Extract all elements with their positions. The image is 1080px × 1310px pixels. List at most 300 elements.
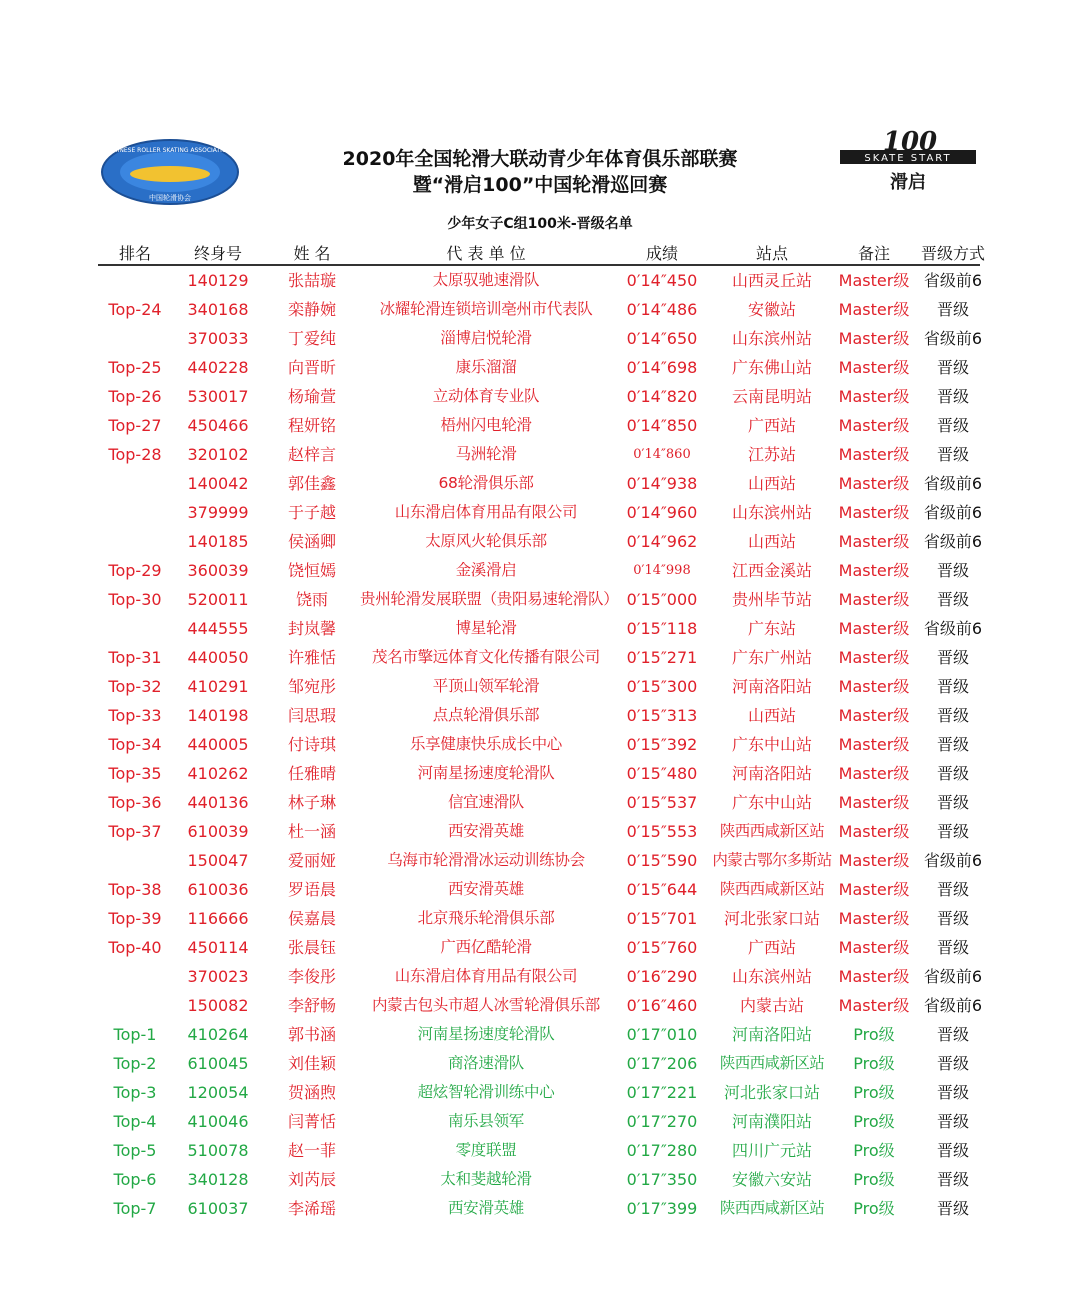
cell-time: 0′15″313 [626,706,698,725]
cell-mode: 省级前6 [923,967,983,986]
cell-site: 贵州毕节站 [731,590,812,609]
table-row [98,1194,980,1223]
cell-grade: Master级 [838,590,910,609]
table-row [98,324,983,353]
cell-time: 0′15″392 [626,735,698,754]
cell-rank: Top-40 [108,938,162,957]
cell-time: 0′16″460 [626,996,698,1015]
cell-id: 510078 [187,1141,249,1160]
cell-unit: 北京飛乐轮滑俱乐部 [417,909,555,927]
table-row [98,1049,980,1078]
cell-mode: 晋级 [936,822,969,841]
cell-mode: 晋级 [936,1025,969,1044]
cell-mode: 晋级 [936,1141,969,1160]
cell-unit: 山东滑启体育用品有限公司 [394,503,578,521]
cell-unit: 68轮滑俱乐部 [438,474,534,492]
cell-mode: 晋级 [936,764,969,783]
cell-site: 广东佛山站 [731,358,812,377]
cell-unit: 太原驭驰速滑队 [432,271,540,289]
cell-unit: 乐享健康快乐成长中心 [409,735,562,753]
cell-id: 610039 [187,822,249,841]
cell-name: 于子越 [287,503,336,522]
cell-grade: Master级 [838,329,910,348]
cell-time: 0′14″998 [633,563,691,578]
cell-mode: 省级前6 [923,474,983,493]
cell-id: 440005 [187,735,249,754]
cell-time: 0′15″118 [626,619,698,638]
cell-time: 0′17″206 [626,1054,698,1073]
cell-name: 郭书涵 [287,1025,336,1044]
table-row [98,788,980,817]
cell-rank: Top-39 [108,909,162,928]
cell-mode: 晋级 [936,648,969,667]
cell-mode: 省级前6 [923,996,983,1015]
cell-grade: Pro级 [853,1112,895,1131]
cell-unit: 冰耀轮滑连锁培训亳州市代表队 [379,300,593,318]
cell-time: 0′14″820 [626,387,698,406]
cell-site: 广西站 [747,938,796,957]
cell-time: 0′15″271 [626,648,698,667]
cell-site: 陕西西咸新区站 [719,880,825,898]
cell-name: 郭佳鑫 [287,474,336,493]
crsa-logo-text: CHINESE ROLLER SKATING ASSOCIATION [108,147,232,154]
cell-rank: Top-32 [108,677,162,696]
cell-grade: Pro级 [853,1170,895,1189]
cell-grade: Pro级 [853,1083,895,1102]
cell-grade: Pro级 [853,1141,895,1160]
cell-id: 379999 [187,503,249,522]
cell-time: 0′14″962 [626,532,698,551]
cell-mode: 晋级 [936,938,969,957]
cell-id: 444555 [187,619,249,638]
table-row [98,991,983,1020]
cell-id: 450466 [187,416,249,435]
table-row [98,904,980,933]
cell-time: 0′14″938 [626,474,698,493]
cell-time: 0′14″698 [626,358,698,377]
cell-site: 江西金溪站 [731,561,812,580]
header-time: 成绩 [645,244,678,263]
cell-id: 370033 [187,329,249,348]
table-row [98,701,980,730]
table-row [98,643,980,672]
cell-unit: 超炫智轮滑训练中心 [417,1083,555,1101]
cell-id: 610037 [187,1199,249,1218]
cell-id: 150047 [187,851,249,870]
table-row [98,1136,980,1165]
table-row [98,556,980,585]
cell-name: 李浠瑶 [287,1199,336,1218]
cell-name: 侯涵卿 [287,532,336,551]
table-row [98,817,980,846]
cell-grade: Master级 [838,706,910,725]
table-row [98,962,983,991]
cell-name: 封岚馨 [287,619,336,638]
cell-site: 山西站 [747,474,796,493]
table-row [98,411,980,440]
cell-site: 山西站 [747,706,796,725]
cell-unit: 太原风火轮俱乐部 [425,532,547,550]
cell-unit: 西安滑英雄 [447,880,524,898]
cell-rank: Top-31 [108,648,162,667]
cell-mode: 晋级 [936,1170,969,1189]
cell-grade: Pro级 [853,1199,895,1218]
cell-rank: Top-28 [108,445,162,464]
cell-mode: 省级前6 [923,851,983,870]
table-row [98,295,980,324]
cell-id: 450114 [187,938,249,957]
table-row [98,759,980,788]
cell-rank: Top-29 [108,561,162,580]
cell-name: 李俊彤 [287,967,336,986]
skate-start-text: SKATE START [864,153,952,164]
cell-grade: Master级 [838,648,910,667]
cell-grade: Master级 [838,387,910,406]
cell-rank: Top-2 [113,1054,157,1073]
cell-grade: Master级 [838,474,910,493]
cell-grade: Master级 [838,880,910,899]
cell-id: 150082 [187,996,249,1015]
cell-time: 0′15″000 [626,590,698,609]
cell-time: 0′16″290 [626,967,698,986]
cell-grade: Master级 [838,358,910,377]
cell-rank: Top-37 [108,822,162,841]
cell-grade: Master级 [838,822,910,841]
cell-site: 陕西西咸新区站 [719,1199,825,1217]
cell-name: 许雅恬 [287,648,336,667]
cell-id: 116666 [187,909,249,928]
cell-mode: 晋级 [936,1083,969,1102]
cell-site: 河南洛阳站 [731,1025,812,1044]
cell-name: 程妍铭 [287,416,336,435]
cell-unit: 南乐县领军 [447,1112,524,1130]
cell-site: 广东中山站 [731,793,812,812]
cell-mode: 晋级 [936,590,969,609]
cell-grade: Master级 [838,619,910,638]
cell-time: 0′14″850 [626,416,698,435]
cell-mode: 晋级 [936,1199,969,1218]
cell-grade: Master级 [838,851,910,870]
cell-unit: 乌海市轮滑滑冰运动训练协会 [387,851,585,869]
table-row [98,585,980,614]
cell-name: 林子琳 [287,793,336,812]
cell-name: 赵梓言 [287,445,336,464]
header-unit: 代 表 单 位 [446,244,526,263]
table-row [98,1020,980,1049]
cell-name: 爱丽娅 [287,851,336,870]
cell-name: 栾静婉 [287,300,336,319]
cell-unit: 零度联盟 [455,1141,517,1159]
cell-name: 罗语晨 [287,880,336,899]
skate-start-num: 100 [882,128,938,157]
cell-id: 120054 [187,1083,249,1102]
cell-id: 520011 [187,590,249,609]
cell-unit: 内蒙古包头市超人冰雪轮滑俱乐部 [371,996,600,1014]
cell-rank: Top-34 [108,735,162,754]
header-name: 姓 名 [293,244,331,263]
cell-unit: 广西亿酷轮滑 [440,938,532,956]
page-title-line2: 暨“滑启100”中国轮滑巡回赛 [412,174,668,196]
cell-site: 陕西西咸新区站 [719,1054,825,1072]
cell-name: 张晨钰 [287,938,336,957]
table-row [98,875,980,904]
cell-id: 410262 [187,764,249,783]
cell-rank: Top-5 [113,1141,157,1160]
cell-rank: Top-35 [108,764,162,783]
cell-grade: Master级 [838,735,910,754]
cell-grade: Master级 [838,909,910,928]
table-row [98,527,983,556]
cell-time: 0′15″300 [626,677,698,696]
cell-id: 440050 [187,648,249,667]
cell-grade: Master级 [838,967,910,986]
cell-site: 山东滨州站 [731,503,812,522]
cell-site: 广东站 [747,619,796,638]
skate-start-cn: 滑启 [890,172,926,193]
cell-unit: 西安滑英雄 [447,822,524,840]
cell-name: 张喆璇 [287,271,336,290]
cell-time: 0′14″650 [626,329,698,348]
cell-id: 410046 [187,1112,249,1131]
table-row [98,266,983,295]
cell-site: 陕西西咸新区站 [719,822,825,840]
cell-id: 140129 [187,271,249,290]
cell-time: 0′14″486 [626,300,698,319]
cell-time: 0′17″221 [626,1083,698,1102]
cell-id: 440228 [187,358,249,377]
table-row [98,382,980,411]
cell-name: 饶雨 [295,590,328,609]
cell-mode: 晋级 [936,735,969,754]
table-row [98,498,983,527]
cell-site: 河北张家口站 [723,909,820,928]
crsa-logo [100,138,240,206]
cell-mode: 晋级 [936,793,969,812]
cell-rank: Top-6 [113,1170,157,1189]
page-title-line1: 2020年全国轮滑大联动青少年体育俱乐部联赛 [342,148,738,170]
cell-mode: 晋级 [936,909,969,928]
cell-unit: 马洲轮滑 [455,445,517,463]
cell-time: 0′17″399 [626,1199,698,1218]
cell-grade: Master级 [838,677,910,696]
header-mode: 晋级方式 [920,244,985,263]
cell-time: 0′15″480 [626,764,698,783]
cell-rank: Top-25 [108,358,162,377]
title-block [250,146,830,198]
cell-id: 140198 [187,706,249,725]
cell-unit: 梧州闪电轮滑 [440,416,532,434]
cell-time: 0′17″010 [626,1025,698,1044]
cell-time: 0′15″537 [626,793,698,812]
cell-name: 杜一涵 [287,822,336,841]
cell-unit: 金溪滑启 [455,561,517,579]
cell-rank: Top-36 [108,793,162,812]
cell-grade: Master级 [838,938,910,957]
header-site: 站点 [755,244,788,263]
cell-mode: 晋级 [936,358,969,377]
table-row [98,1165,980,1194]
cell-time: 0′15″760 [626,938,698,957]
cell-name: 付诗琪 [287,735,336,754]
cell-rank: Top-27 [108,416,162,435]
cell-unit: 西安滑英雄 [447,1199,524,1217]
cell-unit: 立动体育专业队 [432,387,540,405]
cell-site: 山西灵丘站 [731,271,812,290]
cell-unit: 河南星扬速度轮滑队 [417,1025,555,1043]
cell-grade: Master级 [838,416,910,435]
cell-grade: Master级 [838,996,910,1015]
cell-grade: Pro级 [853,1025,895,1044]
cell-site: 河南洛阳站 [731,677,812,696]
cell-rank: Top-3 [113,1083,157,1102]
cell-time: 0′14″960 [626,503,698,522]
cell-site: 广东广州站 [731,648,812,667]
cell-mode: 省级前6 [923,329,983,348]
cell-id: 610036 [187,880,249,899]
table-row [98,730,980,759]
cell-unit: 贵州轮滑发展联盟（贵阳易速轮滑队） [360,590,619,608]
cell-id: 320102 [187,445,249,464]
cell-rank: Top-38 [108,880,162,899]
cell-grade: Master级 [838,271,910,290]
cell-id: 340128 [187,1170,249,1189]
cell-grade: Pro级 [853,1054,895,1073]
cell-name: 丁爱纯 [287,329,336,348]
cell-site: 山东滨州站 [731,967,812,986]
cell-unit: 平顶山领军轮滑 [432,677,540,695]
cell-mode: 省级前6 [923,503,983,522]
cell-time: 0′15″701 [626,909,698,928]
table-row [98,353,980,382]
skate-start-logo [838,128,978,196]
cell-grade: Master级 [838,561,910,580]
cell-site: 广东中山站 [731,735,812,754]
cell-name: 饶恒嫣 [287,561,336,580]
crsa-logo-cn: 中国轮滑协会 [149,194,191,202]
cell-name: 李舒畅 [287,996,336,1015]
cell-site: 江苏站 [747,445,796,464]
cell-mode: 晋级 [936,561,969,580]
cell-name: 向晋昕 [287,358,336,377]
cell-site: 河南濮阳站 [731,1112,812,1131]
cell-site: 广西站 [747,416,796,435]
table-row [98,933,980,962]
cell-mode: 晋级 [936,880,969,899]
cell-id: 410291 [187,677,249,696]
table-row [98,614,983,643]
cell-site: 山东滨州站 [731,329,812,348]
cell-site: 内蒙古鄂尔多斯站 [712,851,832,869]
cell-rank: Top-7 [113,1199,157,1218]
cell-time: 0′14″450 [626,271,698,290]
cell-time: 0′15″644 [626,880,698,899]
cell-site: 安徽站 [747,300,796,319]
cell-site: 安徽六安站 [731,1170,812,1189]
cell-grade: Master级 [838,503,910,522]
cell-name: 闫思瑕 [287,706,336,725]
cell-rank: Top-24 [108,300,162,319]
header-rank: 排名 [118,244,151,263]
cell-rank: Top-30 [108,590,162,609]
cell-unit: 山东滑启体育用品有限公司 [394,967,578,985]
cell-time: 0′15″553 [626,822,698,841]
cell-grade: Master级 [838,532,910,551]
cell-mode: 晋级 [936,416,969,435]
cell-unit: 康乐溜溜 [455,358,517,376]
table-row [98,1107,980,1136]
cell-name: 刘佳颖 [287,1054,336,1073]
cell-grade: Master级 [838,300,910,319]
cell-mode: 省级前6 [923,532,983,551]
cell-grade: Master级 [838,793,910,812]
table-row [98,469,983,498]
cell-time: 0′14″860 [633,447,691,462]
table-header [98,240,985,266]
cell-site: 河北张家口站 [723,1083,820,1102]
cell-mode: 省级前6 [923,271,983,290]
cell-mode: 省级前6 [923,619,983,638]
cell-unit: 茂名市擎远体育文化传播有限公司 [371,648,600,666]
table-row [98,846,983,875]
cell-unit: 信宜速滑队 [447,793,524,811]
table-row [98,1078,980,1107]
cell-time: 0′17″280 [626,1141,698,1160]
cell-mode: 晋级 [936,445,969,464]
cell-unit: 太和斐越轮滑 [440,1170,532,1188]
cell-id: 360039 [187,561,249,580]
cell-site: 河南洛阳站 [731,764,812,783]
cell-unit: 淄博启悦轮滑 [440,329,532,347]
cell-name: 贺涵煦 [287,1083,336,1102]
cell-id: 140185 [187,532,249,551]
cell-time: 0′15″590 [626,851,698,870]
cell-unit: 点点轮滑俱乐部 [432,706,540,724]
cell-unit: 河南星扬速度轮滑队 [417,764,555,782]
cell-name: 杨瑜萱 [287,387,336,406]
cell-mode: 晋级 [936,1054,969,1073]
cell-id: 410264 [187,1025,249,1044]
cell-mode: 晋级 [936,677,969,696]
cell-site: 内蒙古站 [739,996,804,1015]
cell-id: 440136 [187,793,249,812]
list-subtitle: 少年女子C组100米-晋级名单 [447,216,633,232]
cell-name: 侯嘉晨 [287,909,336,928]
cell-time: 0′17″270 [626,1112,698,1131]
cell-site: 山西站 [747,532,796,551]
header-id: 终身号 [193,244,242,263]
cell-grade: Master级 [838,445,910,464]
cell-mode: 晋级 [936,1112,969,1131]
cell-id: 140042 [187,474,249,493]
cell-rank: Top-26 [108,387,162,406]
cell-id: 340168 [187,300,249,319]
table-row [98,672,980,701]
cell-name: 邹宛彤 [287,677,336,696]
cell-unit: 商洛速滑队 [447,1054,524,1072]
cell-name: 刘芮辰 [287,1170,336,1189]
cell-name: 赵一菲 [287,1141,336,1160]
cell-name: 闫菁恬 [287,1112,336,1131]
cell-id: 530017 [187,387,249,406]
table-row [98,440,980,469]
header-grade: 备注 [857,244,890,263]
cell-unit: 博星轮滑 [455,619,517,637]
cell-mode: 晋级 [936,387,969,406]
cell-name: 任雅晴 [287,764,336,783]
cell-rank: Top-33 [108,706,162,725]
cell-rank: Top-1 [113,1025,157,1044]
cell-time: 0′17″350 [626,1170,698,1189]
